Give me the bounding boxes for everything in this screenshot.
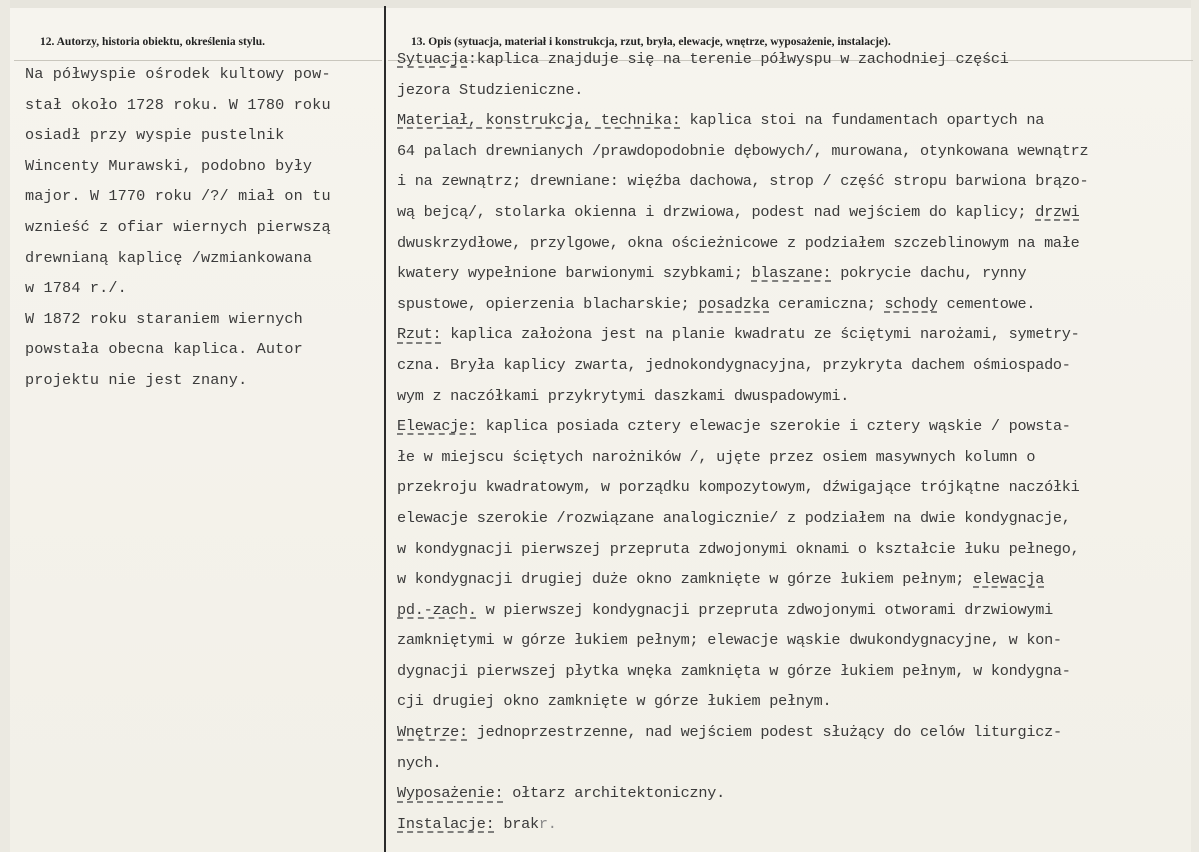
section-label-rzut: Rzut: [397,325,442,344]
history-line: projektu nie jest znany. [25,370,248,389]
description-line: czna. Bryła kaplicy zwarta, jednokondygnacyjna, przykryta dachem ośmiospado- [397,355,1071,374]
scan-border-left [0,0,10,852]
column-divider [384,6,386,852]
description-line: w kondygnacji drugiej duże okno zamknięte w górze łukiem pełnym; elewacja [397,570,1045,589]
section-label-wyposazenie: Wyposażenie: [397,784,504,803]
description-line: Rzut: kaplica założona jest na planie kwadratu ze ściętymi narożami, symetry- [397,325,1080,344]
section-label-instalacje: Instalacje: [397,814,495,833]
scan-border-right [1191,0,1199,852]
history-line: osiadł przy wyspie pustelnik [25,126,285,145]
term-blaszane: blaszane: [751,264,832,283]
description-line: i na zewnątrz; drewniane: więźba dachowa, strop / część stropu barwiona brązo- [397,172,1089,191]
description-line: cji drugiej okno zamknięte w górze łukiem pełnym. [397,692,832,711]
description-line: dygnacji pierwszej płytka wnęka zamknięta w górze łukiem pełnym, w kondygna- [397,661,1071,680]
description-line: Elewacje: kaplica posiada cztery elewacje szerokie i cztery wąskie / powsta- [397,417,1071,436]
scan-border-top [0,0,1199,8]
description-line: łe w miejscu ściętych narożników /, ujęte przez osiem masywnych kolumn o [397,447,1036,466]
term-posadzka: posadzka [698,294,770,313]
history-line: Wincenty Murawski, podobno były [25,156,313,175]
description-line: Sytuacja:kaplica znajduje się na terenie półwyspu w zachodniej części [397,50,1009,68]
section-label-wnetrze: Wnętrze: [397,723,468,742]
description-line: 64 palach drewnianych /prawdopodobnie dębowych/, murowana, otynkowana wewnątrz [397,141,1089,160]
history-line: Na półwyspie ośrodek kultowy pow- [25,65,331,83]
term-pd-zach: pd.-zach. [397,600,477,619]
description-line: Materiał, konstrukcja, technika: kaplica stoi na fundamentach opartych na [397,111,1045,130]
history-line: w 1784 r./. [25,279,127,298]
section-label-elewacje: Elewacje: [397,417,477,436]
history-line: stał około 1728 roku. W 1780 roku [25,95,331,114]
description-line: przekroju kwadratowym, w porządku kompozytowym, dźwigające trójkątne naczółki [397,478,1080,497]
description-line: pd.-zach. w pierwszej kondygnacji przepruta zdwojonymi otworami drzwiowymi [397,600,1053,619]
history-line: wznieść z ofiar wiernych pierwszą [25,217,331,236]
history-text [25,59,331,396]
description-line: nych. [397,753,442,772]
description-line: dwuskrzydłowe, przylgowe, okna ościeżnicowe z podziałem szczeblinowym na małe [397,233,1080,252]
section-label-material: Materiał, konstrukcja, technika: [397,111,681,130]
right-section-header: 13. Opis (sytuacja, materiał i konstrukcja, rzut, bryła, elewacje, wnętrze, wyposażenie, instalacje). [411,36,891,48]
description-line: wą bejcą/, stolarka okienna i drzwiowa, podest nad wejściem do kaplicy; drzwi [397,202,1080,221]
description-line: Instalacje: brakr. [397,814,557,833]
term-schody: schody [884,294,938,313]
left-section-header: 12. Autorzy, historia obiektu, określenia stylu. [40,36,266,48]
section-label-sytuacja: Sytuacja [397,50,468,68]
history-line: W 1872 roku staraniem wiernych [25,309,303,328]
term-elewacja: elewacja [973,570,1045,589]
description-line: jezora Studzieniczne. [397,80,584,99]
description-line: wym z naczółkami przykrytymi daszkami dwuspadowymi. [397,386,850,405]
description-line: kwatery wypełnione barwionymi szybkami; blaszane: pokrycie dachu, rynny [397,264,1027,283]
history-line: major. W 1770 roku /?/ miał on tu [25,187,331,206]
description-line: spustowe, opierzenia blacharskie; posadzka ceramiczna; schody cementowe. [397,294,1036,313]
description-line: w kondygnacji pierwszej przepruta zdwojonymi oknami o kształcie łuku pełnego, [397,539,1080,558]
history-line: drewnianą kaplicę /wzmiankowana [25,248,313,267]
description-text [397,44,1088,839]
description-line: Wyposażenie: ołtarz architektoniczny. [397,784,725,803]
description-line: Wnętrze: jednoprzestrzenne, nad wejściem podest służący do celów liturgicz- [397,723,1062,742]
term-drzwi: drzwi [1035,202,1080,221]
history-line: powstała obecna kaplica. Autor [25,340,303,359]
description-line: zamkniętymi w górze łukiem pełnym; elewacje wąskie dwukondygnacyjne, w kon- [397,631,1062,650]
description-line: elewacje szerokie /rozwiązane analogicznie/ z podziałem na dwie kondygnacje, [397,508,1071,527]
